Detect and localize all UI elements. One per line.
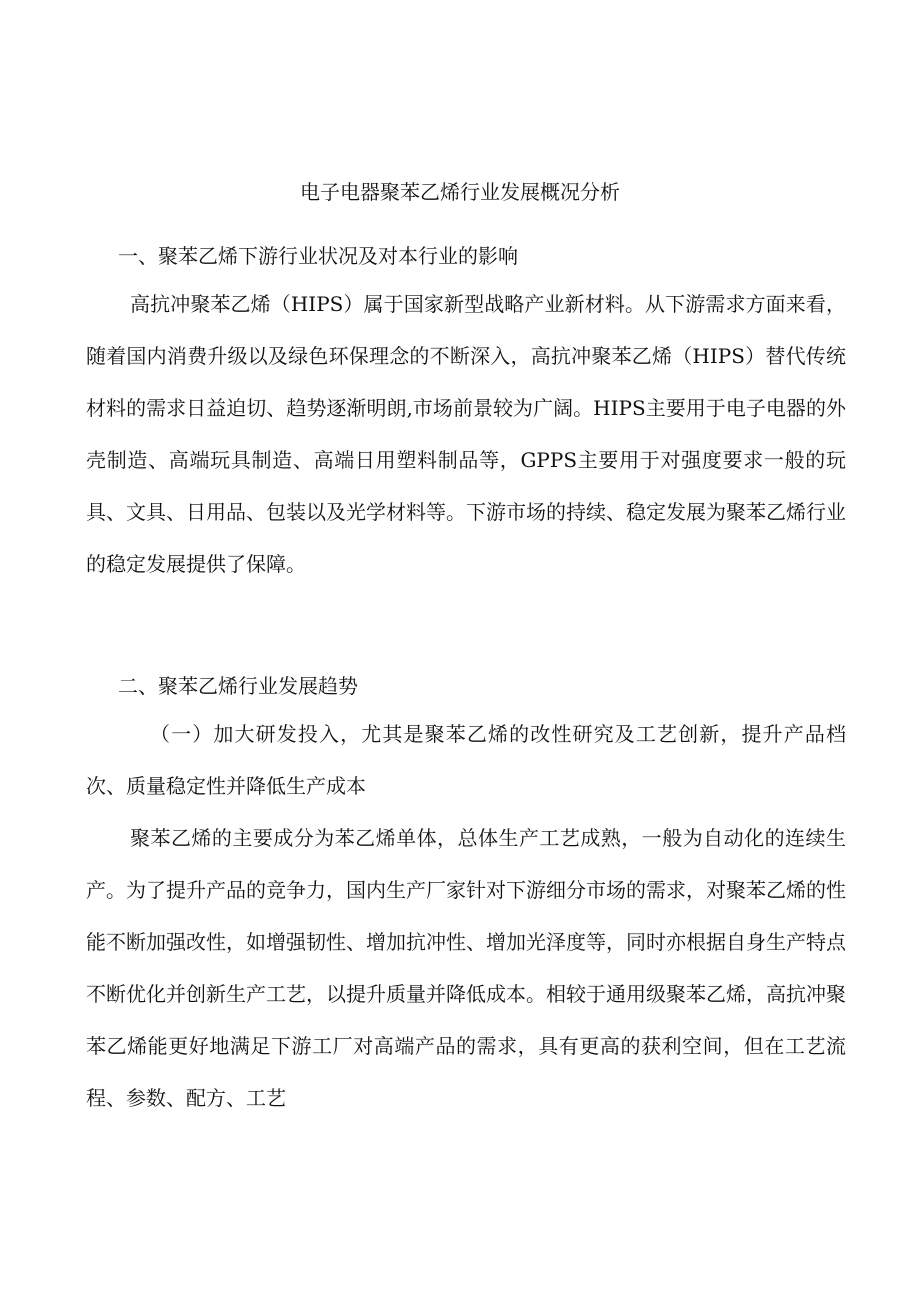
section-2-paragraph: 聚苯乙烯的主要成分为苯乙烯单体，总体生产工艺成熟，一般为自动化的连续生产。为了提升产品的竞争力，国内生产厂家针对下游细分市场的需求，对聚苯乙烯的性能不断加强改性，如增强韧性、增加抗冲性、增加光泽度等，同时亦根据自身生产特点不断优化并创新生产工艺，以提升质量并降低成本。相较于通用级聚苯乙烯，高抗冲聚苯乙烯能更好地满足下游工厂对高端产品的需求，具有更高的获利空间，但在工艺流程、参数、配方、工艺 bbox=[86, 826, 846, 1110]
section-1-paragraph: 高抗冲聚苯乙烯（HIPS）属于国家新型战略产业新材料。从下游需求方面来看，随着国内消费升级以及绿色环保理念的不断深入，高抗冲聚苯乙烯（HIPS）替代传统材料的需求日益迫切、趋势逐渐明朗,市场前景较为广阔。HIPS主要用于电子电器的外壳制造、高端玩具制造、高端日用塑料制品等，GPPS主要用于对强度要求一般的玩具、文具、日用品、包装以及光学材料等。下游市场的持续、稳定发展为聚苯乙烯行业的稳定发展提供了保障。 bbox=[86, 292, 846, 576]
section-1-heading: 一、聚苯乙烯下游行业状况及对本行业的影响 bbox=[118, 244, 518, 268]
section-2-subheading: （一）加大研发投入，尤其是聚苯乙烯的改性研究及工艺创新，提升产品档次、质量稳定性并降低生产成本 bbox=[86, 722, 846, 798]
document-title: 电子电器聚苯乙烯行业发展概况分析 bbox=[300, 180, 620, 204]
section-2-heading: 二、聚苯乙烯行业发展趋势 bbox=[118, 674, 358, 698]
